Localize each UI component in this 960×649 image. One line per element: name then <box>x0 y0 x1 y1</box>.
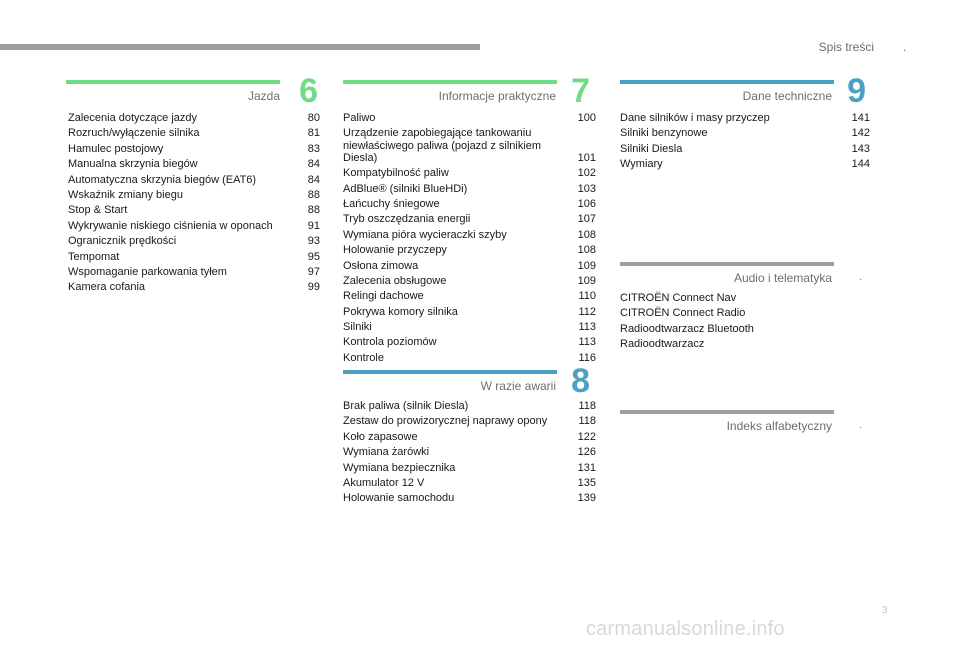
toc-entry[interactable] <box>68 204 320 216</box>
toc-entry[interactable] <box>343 431 596 443</box>
section-bar <box>620 262 834 266</box>
toc-entry[interactable] <box>68 174 320 186</box>
toc-entry-title: AdBlue® (silniki BlueHDi) <box>343 182 468 195</box>
toc-entry-title: Koło zapasowe <box>343 430 418 443</box>
toc-entry[interactable] <box>620 143 870 155</box>
toc-entry-page: 112 <box>578 305 596 318</box>
toc-entry-title: Relingi dachowe <box>343 290 424 303</box>
toc-entry-page: 118 <box>578 415 596 428</box>
toc-entry-title: Zestaw do prowizorycznej naprawy opony <box>343 415 548 428</box>
toc-list-awaria <box>343 400 596 508</box>
toc-entry-page: 106 <box>577 197 596 210</box>
section-title: Dane techniczne <box>742 89 832 103</box>
toc-entry-page: 122 <box>577 430 596 443</box>
toc-entry-title: Wykrywanie niskiego ciśnienia w oponach <box>68 219 273 232</box>
toc-entry[interactable] <box>343 275 596 287</box>
toc-entry-title: Osłona zimowa <box>343 259 419 272</box>
toc-entry-title: Wymiana żarówki <box>343 446 430 459</box>
toc-entry-page: 81 <box>307 127 320 140</box>
toc-entry-page: 113 <box>578 321 596 334</box>
section-bar <box>620 80 834 84</box>
toc-entry-title: Dane silników i masy przyczep <box>620 112 770 124</box>
toc-entry-title: Tryb oszczędzania energii <box>343 213 471 226</box>
page-title: Spis treści <box>818 40 874 54</box>
toc-entry-title: Paliwo <box>343 112 376 124</box>
toc-entry-title: Wskaźnik zmiany biegu <box>68 188 183 201</box>
toc-entry-title: Rozruch/wyłączenie silnika <box>68 127 200 140</box>
section-title: W razie awarii <box>480 379 556 393</box>
section-jazda <box>66 72 320 294</box>
watermark: carmanualsonline.info <box>586 618 785 640</box>
toc-entry[interactable] <box>68 220 320 232</box>
toc-list-informacje <box>343 112 596 367</box>
section-bar <box>343 370 557 374</box>
toc-entry-page: 108 <box>577 244 596 257</box>
toc-entry-title: Łańcuchy śniegowe <box>343 197 440 210</box>
toc-entry-page: 139 <box>577 492 596 505</box>
toc-entry-title: Zalecenia dotyczące jazdy <box>68 112 198 124</box>
toc-entry[interactable] <box>343 306 596 318</box>
toc-entry[interactable] <box>343 229 596 241</box>
toc-entry-page: 88 <box>307 204 320 217</box>
toc-entry-page: 80 <box>307 112 320 124</box>
toc-entry-title: Wymiana pióra wycieraczki szyby <box>343 228 507 241</box>
toc-entry[interactable] <box>343 352 596 364</box>
top-bar <box>0 44 480 50</box>
toc-entry[interactable] <box>620 158 870 170</box>
section-number: 9 <box>847 72 866 110</box>
toc-entry-title: Hamulec postojowy <box>68 142 164 155</box>
section-header <box>620 262 870 286</box>
toc-entry-page: 99 <box>307 281 320 294</box>
toc-entry-page: 108 <box>577 228 596 241</box>
toc-entry-title: Akumulator 12 V <box>343 476 425 489</box>
audio-entry[interactable]: CITROËN Connect Radio <box>620 307 746 320</box>
toc-entry[interactable] <box>343 213 596 225</box>
toc-entry-page: 84 <box>307 173 320 186</box>
toc-entry[interactable] <box>343 290 596 302</box>
toc-entry[interactable] <box>343 492 596 504</box>
toc-entry-title: Manualna skrzynia biegów <box>68 158 198 171</box>
toc-entry[interactable] <box>68 189 320 201</box>
section-dot: . <box>859 272 862 283</box>
toc-entry-page: 95 <box>307 250 320 263</box>
section-title: Audio i telematyka <box>733 271 832 285</box>
toc-entry-page: 142 <box>851 127 870 140</box>
toc-entry-title: Pokrywa komory silnika <box>343 305 458 318</box>
toc-entry[interactable] <box>343 477 596 489</box>
section-header <box>343 72 596 110</box>
toc-entry-page: 109 <box>577 274 596 287</box>
toc-entry-title: Silniki benzynowe <box>620 127 708 140</box>
toc-entry-title: Wspomaganie parkowania tyłem <box>68 265 227 278</box>
section-bar <box>66 80 280 84</box>
toc-entry[interactable] <box>68 281 320 293</box>
audio-entry[interactable]: Radioodtwarzacz <box>620 338 705 351</box>
section-indeks <box>620 410 870 434</box>
toc-entry[interactable] <box>343 462 596 474</box>
toc-entry[interactable] <box>68 251 320 263</box>
toc-entry-page: 91 <box>307 219 320 232</box>
toc-entry-page: 126 <box>577 446 596 459</box>
toc-entry-page: 101 <box>577 151 596 164</box>
toc-entry-title: Automatyczna skrzynia biegów (EAT6) <box>68 173 257 186</box>
toc-entry[interactable] <box>343 415 596 427</box>
toc-entry[interactable] <box>68 112 320 124</box>
toc-entry-title: Kontrola poziomów <box>343 336 437 349</box>
toc-entry-page: 93 <box>307 235 320 248</box>
toc-entry-title: Stop & Start <box>68 204 128 217</box>
toc-entry-title: Ogranicznik prędkości <box>68 235 177 248</box>
toc-entry-page: 141 <box>851 112 870 124</box>
toc-entry[interactable] <box>343 260 596 272</box>
toc-entry-title: Holowanie przyczepy <box>343 244 447 257</box>
section-number: 7 <box>571 72 590 110</box>
toc-entry-page: 83 <box>307 142 320 155</box>
toc-entry-page: 131 <box>577 461 596 474</box>
toc-entry[interactable] <box>68 143 320 155</box>
toc-entry-title: Kontrole <box>343 351 384 364</box>
section-awaria <box>343 362 596 505</box>
section-audio <box>620 262 870 351</box>
toc-entry-title: Urządzenie zapobiegające tankowaniu niewłaściwego paliwa (pojazd z silnikiem Diesla) <box>343 127 542 164</box>
toc-entry-page: 100 <box>577 112 596 124</box>
toc-entry[interactable] <box>68 158 320 170</box>
toc-entry[interactable] <box>343 198 596 210</box>
section-dot: . <box>859 420 862 431</box>
toc-entry-title: Tempomat <box>68 250 120 263</box>
toc-entry-page: 103 <box>577 182 596 195</box>
toc-entry[interactable] <box>620 127 870 139</box>
toc-entry[interactable] <box>343 336 596 348</box>
toc-entry[interactable] <box>343 127 596 164</box>
toc-entry-page: 109 <box>577 259 596 272</box>
toc-entry-title: Silniki <box>343 321 372 334</box>
toc-entry[interactable] <box>68 235 320 247</box>
audio-entry[interactable]: CITROËN Connect Nav <box>620 292 737 304</box>
toc-entry-title: Zalecenia obsługowe <box>343 274 447 287</box>
toc-entry[interactable] <box>343 167 596 179</box>
toc-entry-title: Kamera cofania <box>68 281 146 294</box>
section-title: Jazda <box>247 89 280 103</box>
toc-entry[interactable] <box>68 127 320 139</box>
toc-entry-title: Wymiary <box>620 158 663 171</box>
section-bar <box>620 410 834 414</box>
page-number: 3 <box>882 605 888 616</box>
toc-entry[interactable] <box>343 244 596 256</box>
toc-entry-title: Wymiana bezpiecznika <box>343 461 456 474</box>
toc-entry[interactable] <box>620 112 870 124</box>
toc-entry-page: 116 <box>578 351 596 364</box>
toc-entry-title: Kompatybilność paliw <box>343 167 449 180</box>
section-informacje <box>343 72 596 364</box>
toc-entry-page: 144 <box>851 158 870 171</box>
toc-entry-page: 102 <box>577 167 596 180</box>
section-header <box>343 362 596 400</box>
toc-entry[interactable] <box>68 266 320 278</box>
toc-entry-page: 97 <box>307 265 320 278</box>
section-header <box>66 72 320 110</box>
toc-entry-page: 88 <box>307 188 320 201</box>
toc-entry-page: 135 <box>577 476 596 489</box>
toc-entry-page: 107 <box>577 213 596 226</box>
toc-entry-title: Brak paliwa (silnik Diesla) <box>343 400 469 412</box>
section-header <box>620 72 870 110</box>
toc-entry[interactable] <box>343 446 596 458</box>
section-title: Indeks alfabetyczny <box>726 419 832 433</box>
section-header <box>620 410 870 434</box>
toc-entry[interactable] <box>343 321 596 333</box>
header-dot: . <box>903 40 907 54</box>
toc-entry-title: Silniki Diesla <box>620 142 683 155</box>
toc-list-dane <box>620 112 870 174</box>
section-number: 8 <box>571 362 590 400</box>
toc-entry-title: Holowanie samochodu <box>343 492 455 505</box>
audio-list <box>620 292 870 354</box>
toc-entry[interactable] <box>343 112 596 124</box>
toc-entry-page: 118 <box>578 400 596 412</box>
section-title: Informacje praktyczne <box>438 89 556 103</box>
toc-entry[interactable] <box>343 183 596 195</box>
toc-entry-page: 110 <box>578 290 596 303</box>
toc-entry-page: 113 <box>578 336 596 349</box>
section-dane <box>620 72 870 171</box>
section-number: 6 <box>299 72 318 110</box>
toc-entry[interactable] <box>343 400 596 412</box>
toc-entry-page: 84 <box>307 158 320 171</box>
audio-entry[interactable]: Radioodtwarzacz Bluetooth <box>620 322 754 335</box>
toc-list-jazda <box>68 112 320 297</box>
toc-entry-page: 143 <box>851 142 870 155</box>
section-bar <box>343 80 557 84</box>
